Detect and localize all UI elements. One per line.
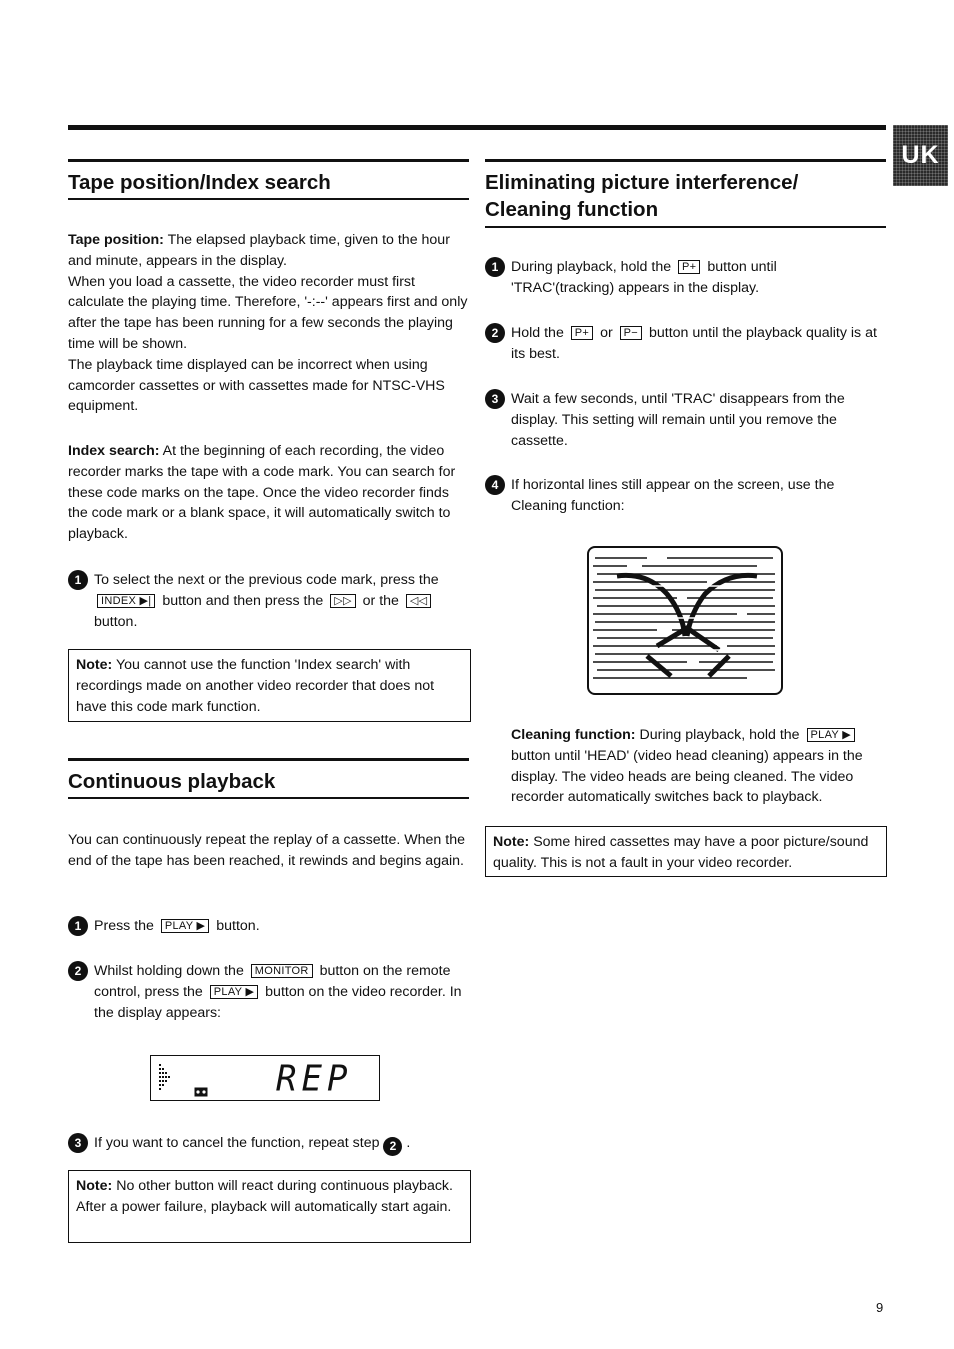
step-text: If you want to cancel the function, repeat step (94, 1135, 384, 1151)
step-number-badge: 1 (68, 570, 88, 590)
step-text: or the (358, 592, 403, 609)
note-label: Note: (76, 657, 113, 673)
note-label: Note: (493, 834, 530, 850)
continuous-step-3 (94, 1133, 466, 1156)
step-text: or (596, 325, 617, 341)
tape-position-text2: When you load a cassette, the video recorder must first calculate the playing time. Therefore, '-:--' appears first and only after the tape has been running for a few seconds the playing time will be shown. (68, 273, 468, 352)
section-heading-continuous-playback: Continuous playback (68, 758, 469, 799)
step-number-badge: 4 (485, 475, 505, 495)
program-plus-key: P+ (678, 260, 700, 274)
step-text: To select the next or the previous code mark, press the (94, 572, 439, 588)
play-key: PLAY ▶ (210, 985, 258, 999)
step-number-badge: 2 (485, 323, 505, 343)
tv-interference-illustration (587, 546, 783, 695)
step-text: button until 'HEAD' (video head cleaning) appears in the display. The video heads are being cleaned. The video recorder automatically switches back to playback. (511, 747, 863, 806)
note-text: Some hired cassettes may have a poor picture/sound quality. This is not a fault in your video recorder. (493, 834, 869, 871)
display-panel (150, 1055, 380, 1101)
rewind-key: ◁◁ (406, 594, 432, 608)
step-text: button until the playback quality is at its best. (511, 325, 877, 362)
interference-step-4: If horizontal lines still appear on the screen, use the Cleaning function: (511, 477, 835, 514)
step-number-badge: 1 (68, 916, 88, 936)
display-text: REP (276, 1058, 353, 1100)
top-rule (68, 125, 886, 130)
note-label: Note: (76, 1178, 113, 1194)
step-number-badge: 1 (485, 257, 505, 277)
program-plus-key: P+ (571, 326, 593, 340)
tape-position-paragraph (68, 230, 468, 417)
cleaning-function-paragraph (511, 725, 883, 808)
program-minus-key: P− (620, 326, 642, 340)
continuous-step-2 (94, 961, 466, 1023)
fast-forward-key: ▷▷ (330, 594, 356, 608)
note-continuous-playback (68, 1170, 471, 1243)
tape-position-text1: The elapsed playback time, given to the hour and minute, appears in the display. (68, 232, 450, 269)
note-text: No other button will react during continuous playback. After a power failure, playback will automatically start again. (76, 1178, 453, 1215)
continuous-step-1 (94, 916, 466, 937)
step-text: button and then press the (158, 592, 328, 609)
tape-position-label: Tape position: (68, 232, 164, 248)
step-text: button. (212, 918, 260, 934)
note-text: You cannot use the function 'Index search' with recordings made on another video recorder that does not have this code mark function. (76, 657, 435, 715)
play-arrow-icon (157, 1064, 177, 1090)
interference-step-3: Wait a few seconds, until 'TRAC' disappears from the display. This setting will remain until you remove the cassette. (511, 391, 845, 449)
play-key: PLAY ▶ (161, 919, 209, 933)
index-search-label: Index search: (68, 443, 160, 459)
step-text: During playback, hold the (635, 727, 804, 743)
index-key: INDEX ▶| (97, 594, 155, 608)
step-text: During playback, hold the (511, 259, 676, 275)
interference-step-2 (511, 323, 883, 365)
step-text: Whilst holding down the (94, 963, 248, 979)
note-hired-cassettes (485, 826, 887, 877)
continuous-intro: You can continuously repeat the replay of a cassette. When the end of the tape has been reached, it rewinds and begins again. (68, 832, 465, 869)
step-text: button. (94, 613, 138, 630)
cassette-icon (194, 1087, 208, 1097)
step-text: button on the remote control, press the (94, 963, 451, 1000)
monitor-key: MONITOR (251, 964, 313, 978)
step-reference-badge: 2 (383, 1137, 402, 1156)
step-text: Hold the (511, 325, 568, 341)
play-key: PLAY ▶ (807, 728, 855, 742)
step-text: Press the (94, 918, 158, 934)
section-heading-picture-interference (485, 159, 886, 228)
interference-step-1 (511, 257, 883, 299)
index-search-text: At the beginning of each recording, the video recorder marks the tape with a code mark. You can search for these code marks on the tape. Once the video recorder finds the code mark or a blank space, it will automatically switch to playback. (68, 443, 456, 543)
note-index-search (68, 649, 471, 722)
heading-line: Cleaning function (485, 198, 659, 221)
step-number-badge: 3 (68, 1133, 88, 1153)
step-text: button on the video recorder. In the display appears: (94, 983, 462, 1021)
step-text: button until 'TRAC'(tracking) appears in the display. (511, 259, 777, 296)
index-search-paragraph (68, 441, 468, 545)
section-heading-tape-position: Tape position/Index search (68, 159, 469, 200)
tape-position-text3: The playback time displayed can be incorrect when using camcorder cassettes or with cassettes made for NTSC-VHS equipment. (68, 356, 445, 415)
cleaning-function-label: Cleaning function: (511, 727, 636, 743)
heading-line: Eliminating picture interference/ (485, 171, 799, 194)
step-text: . (402, 1135, 411, 1151)
page-number: 9 (876, 1300, 884, 1315)
step-number-badge: 2 (68, 961, 88, 981)
language-tab: UK (893, 125, 948, 186)
index-step-1 (94, 570, 466, 632)
step-number-badge: 3 (485, 389, 505, 409)
